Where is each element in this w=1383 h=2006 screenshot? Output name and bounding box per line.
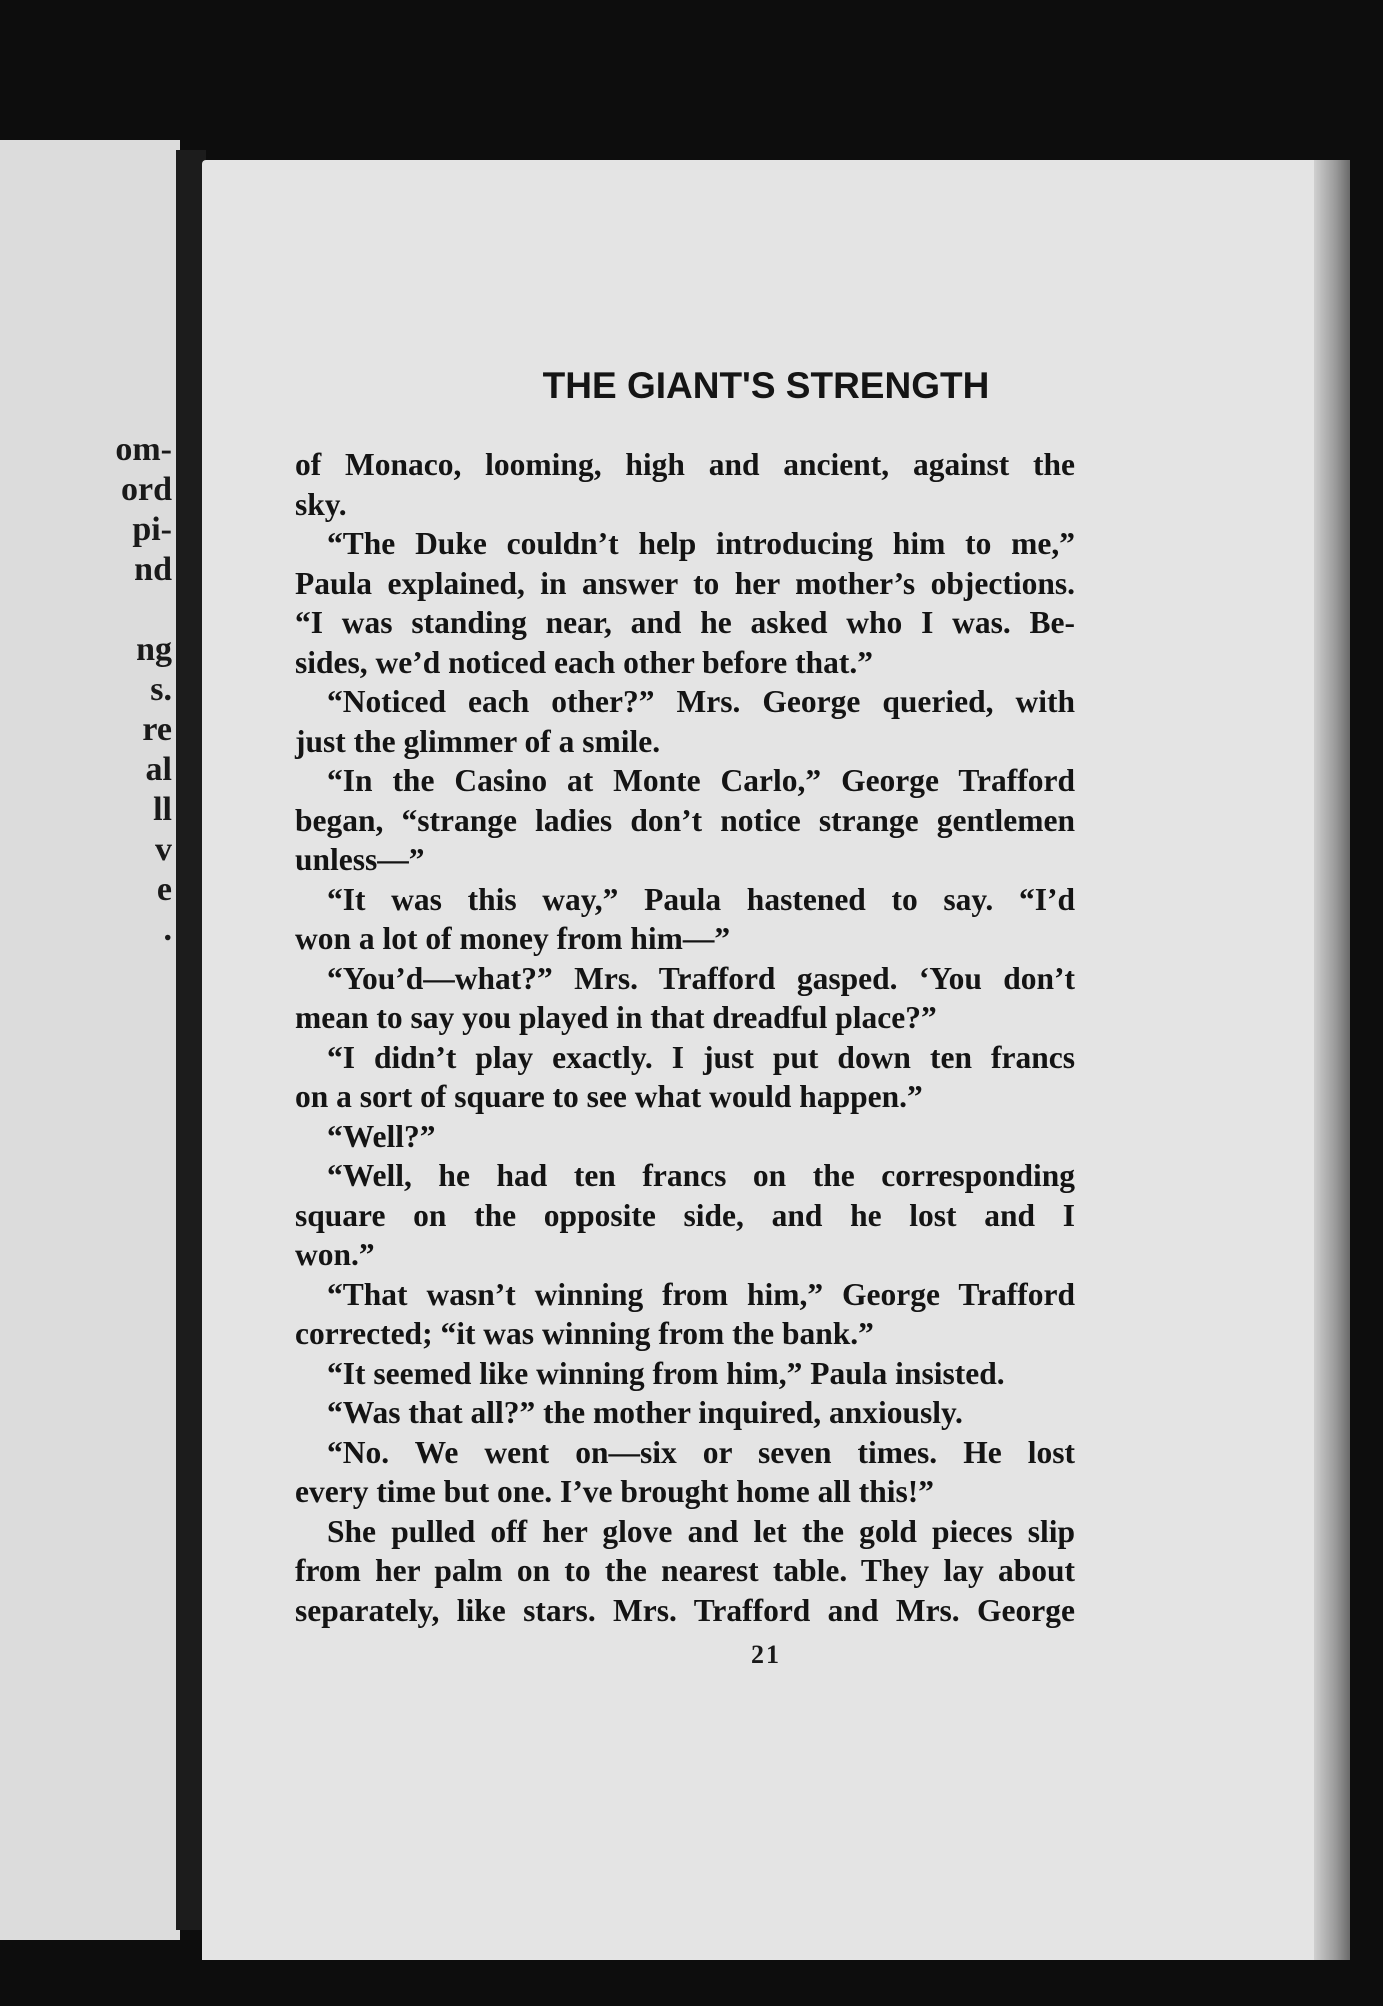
text-line: “I was standing near, and he asked who I was. Be- (295, 605, 1075, 640)
left-page-text-fragments (115, 430, 172, 950)
text-line: She pulled off her glove and let the gold pieces slip (327, 1513, 1075, 1549)
left-fragment: ng (136, 631, 172, 668)
text-line: “No. We went on—six or seven times. He lost (327, 1434, 1075, 1470)
text-line: sky. (295, 486, 347, 522)
left-fragment: ord (121, 471, 172, 508)
text-line: “It was this way,” Paula hastened to say. “I’d (327, 881, 1075, 917)
left-fragment: e (156, 871, 172, 908)
left-fragment: pi- (132, 511, 172, 548)
left-fragment: al (145, 751, 172, 788)
left-fragment: ll (153, 791, 172, 828)
left-page-edge (0, 140, 180, 1940)
text-line: won a lot of money from him—” (295, 921, 731, 956)
text-line: every time but one. I’ve brought home all this!” (295, 1474, 934, 1509)
text-line: “I didn’t play exactly. I just put down ten francs (327, 1039, 1075, 1075)
text-line: “Noticed each other?” Mrs. George queried, with (327, 684, 1075, 719)
body-text (295, 445, 1075, 1630)
text-line: “Was that all?” the mother inquired, anxiously. (327, 1395, 963, 1430)
text-line: “The Duke couldn’t help introducing him to me,” (327, 526, 1075, 561)
left-fragment: nd (134, 551, 172, 588)
text-line: “Well?” (327, 1118, 436, 1154)
text-line: from her palm on to the nearest table. They lay about (295, 1553, 1075, 1588)
text-line: separately, like stars. Mrs. Trafford and Mrs. George (295, 1592, 1075, 1628)
left-fragment: re (142, 711, 172, 748)
running-header: THE GIANT'S STRENGTH (542, 365, 990, 406)
text-line: won.” (295, 1237, 375, 1272)
text-line: square on the opposite side, and he lost and I (295, 1197, 1075, 1233)
text-line: “That wasn’t winning from him,” George Trafford (327, 1276, 1075, 1312)
text-line: “In the Casino at Monte Carlo,” George Trafford (327, 763, 1075, 798)
text-line: unless—” (295, 842, 425, 877)
text-line: corrected; “it was winning from the bank.” (295, 1316, 874, 1351)
text-line: “It seemed like winning from him,” Paula insisted. (327, 1355, 1005, 1391)
left-fragment: . (163, 911, 172, 948)
left-fragment: v (155, 831, 172, 868)
text-line: began, “strange ladies don’t notice strange gentlemen (295, 802, 1075, 838)
text-line: of Monaco, looming, high and ancient, against the (295, 447, 1075, 482)
page-edge-shadow (1314, 160, 1350, 1960)
text-line: Paula explained, in answer to her mother’s objections. (295, 565, 1075, 601)
page-number: 21 (751, 1640, 781, 1669)
text-line: mean to say you played in that dreadful place?” (295, 1000, 937, 1035)
left-fragment (115, 590, 172, 630)
right-page (202, 160, 1350, 1960)
text-line: sides, we’d noticed each other before that.” (295, 644, 874, 680)
text-line: on a sort of square to see what would happen.” (295, 1079, 923, 1114)
text-line: “Well, he had ten francs on the corresponding (327, 1158, 1075, 1193)
text-line: just the glimmer of a smile. (295, 723, 661, 759)
left-fragment: om- (115, 431, 172, 468)
text-line: “You’d—what?” Mrs. Trafford gasped. ‘You don’t (327, 960, 1075, 996)
left-fragment: s. (150, 671, 172, 708)
